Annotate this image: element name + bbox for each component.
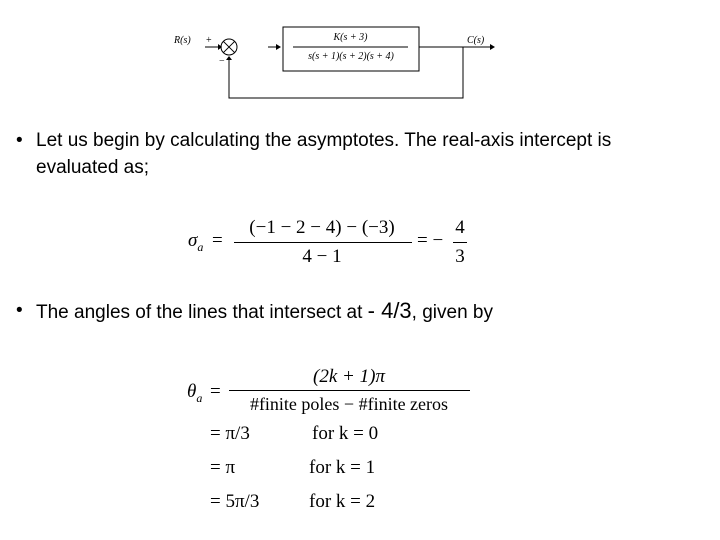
theta-numerator: (2k + 1)π (313, 366, 385, 387)
bullet-asymptotes (0, 129, 720, 179)
result-fraction-bar (453, 242, 467, 243)
sigma-symbol (188, 230, 203, 252)
tf-denominator: s(s + 1)(s + 2)(s + 4) (308, 51, 394, 62)
sigma-subscript: a (197, 240, 204, 254)
output-label: C(s) (467, 35, 485, 46)
theta-row-2-value: = 5π/3 (210, 491, 260, 512)
bullet-text-pre: The angles of the lines that intersect at (36, 302, 368, 323)
bullet-text (36, 299, 493, 325)
sigma-denominator: 4 − 1 (302, 246, 342, 267)
theta-fraction-bar (229, 390, 470, 391)
input-label: R(s) (174, 35, 191, 46)
result-denominator: 3 (455, 246, 465, 267)
theta-symbol (187, 381, 202, 403)
result-numerator: 4 (455, 217, 465, 238)
feedback-arrowhead (226, 56, 232, 60)
plus-sign: + (206, 35, 212, 46)
theta-denominator: #finite poles − #finite zeros (249, 394, 449, 414)
theta-char: θ (187, 381, 197, 402)
tf-numerator: K(s + 3) (333, 32, 368, 43)
theta-row-1-condition: for k = 1 (309, 457, 376, 478)
sigma-fraction-bar (234, 242, 412, 243)
sigma-char: σ (188, 230, 198, 251)
theta-row-1-value: = π (210, 457, 236, 478)
theta-row-0-value: = π/3 (210, 423, 250, 444)
summing-junction (221, 39, 237, 55)
theta-row-0-condition: for k = 0 (312, 423, 379, 444)
block-diagram (0, 0, 720, 110)
theta-equals: = (210, 381, 221, 402)
forward-arrowhead (276, 44, 281, 50)
equals-sign: = (212, 230, 223, 251)
bullet-text-line2: evaluated as; (36, 157, 150, 178)
output-arrowhead (490, 44, 495, 50)
theta-row-2-condition: for k = 2 (309, 491, 376, 512)
bullet-angles (0, 299, 720, 325)
bullet-marker: • (16, 300, 23, 321)
theta-subscript: a (196, 391, 203, 405)
bullet-text-line1: Let us begin by calculating the asymptotes. The real-axis intercept is (36, 130, 612, 151)
bullet-text-post: , given by (411, 302, 493, 323)
equals-minus: = − (417, 230, 444, 251)
intersect-value: - 4/3 (367, 298, 412, 323)
minus-sign: − (219, 56, 225, 67)
sigma-numerator: (−1 − 2 − 4) − (−3) (249, 217, 395, 238)
bullet-marker: • (16, 130, 23, 151)
